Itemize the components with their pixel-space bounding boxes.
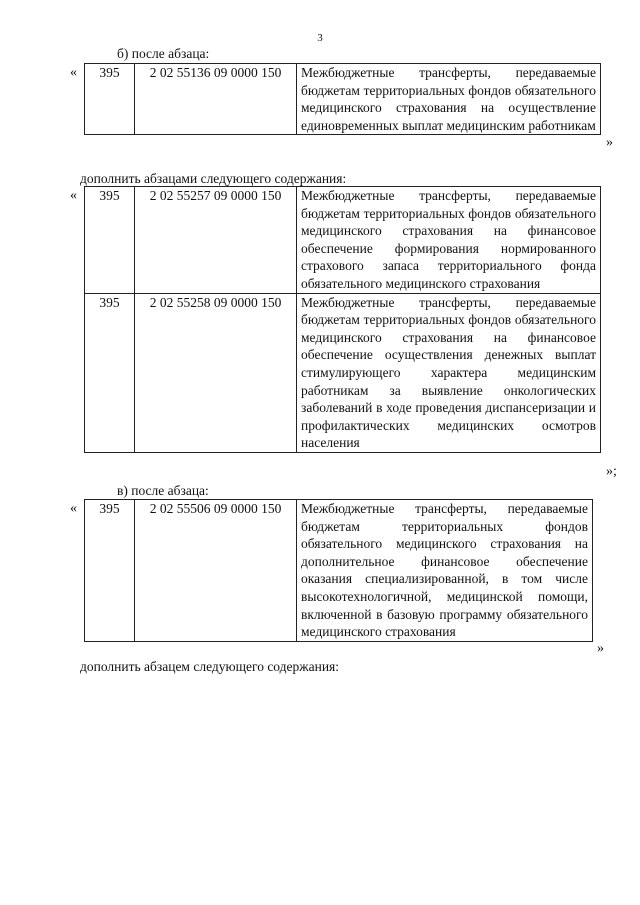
budget-code-cell: 2 02 55257 09 0000 150 bbox=[135, 187, 297, 294]
close-quote: » bbox=[606, 135, 613, 150]
open-quote: « bbox=[70, 65, 77, 80]
table-row bbox=[85, 293, 601, 452]
admin-code-cell: 395 bbox=[85, 500, 135, 642]
admin-code-cell: 395 bbox=[85, 64, 135, 135]
open-quote: « bbox=[70, 501, 77, 516]
close-quote: »; bbox=[606, 464, 617, 479]
open-quote: « bbox=[70, 188, 77, 203]
section-heading-add: дополнить абзацами следующего содержания: bbox=[80, 171, 347, 186]
description-cell: Межбюджетные трансферты, передаваемые бюджетам территориальных фондов обязательного медицинского страхования на осуществление единовременных выплат медицинским работникам bbox=[297, 64, 601, 135]
table-row bbox=[85, 500, 593, 642]
section-heading-b: б) после абзаца: bbox=[117, 46, 210, 61]
footer-text: дополнить абзацем следующего содержания: bbox=[80, 659, 340, 674]
admin-code-cell: 395 bbox=[85, 293, 135, 452]
table-section-add bbox=[84, 186, 601, 453]
description-cell: Межбюджетные трансферты, передаваемые бюджетам территориальных фондов обязательного медицинского страхования на финансовое обеспечение формирования нормированного страхового запаса территориального фонда обязательного медицинского страхования bbox=[297, 187, 601, 294]
section-heading-v: в) после абзаца: bbox=[117, 483, 209, 498]
page-number: 3 bbox=[317, 32, 323, 44]
description-cell: Межбюджетные трансферты, передаваемые бюджетам территориальных фондов обязательного медицинского страхования на финансовое обеспечение осуществления денежных выплат стимулирующего характера медицинским работникам за выявление онкологических заболеваний в ходе проведения диспансеризации и профилактических медицинских осмотров населения bbox=[297, 293, 601, 452]
table-section-v bbox=[84, 499, 593, 642]
budget-code-cell: 2 02 55136 09 0000 150 bbox=[135, 64, 297, 135]
table-row bbox=[85, 64, 601, 135]
admin-code-cell: 395 bbox=[85, 187, 135, 294]
table-section-b bbox=[84, 63, 601, 135]
table-row bbox=[85, 187, 601, 294]
budget-code-cell: 2 02 55506 09 0000 150 bbox=[135, 500, 297, 642]
budget-code-cell: 2 02 55258 09 0000 150 bbox=[135, 293, 297, 452]
close-quote: » bbox=[597, 641, 604, 656]
description-cell: Межбюджетные трансферты, передаваемые бюджетам территориальных фондов обязательного медицинского страхования на дополнительное финансовое обеспечение оказания специализированной, в том числе высокотехнологичной, медицинской помощи, включенной в базовую программу обязательного медицинского страхования bbox=[297, 500, 593, 642]
